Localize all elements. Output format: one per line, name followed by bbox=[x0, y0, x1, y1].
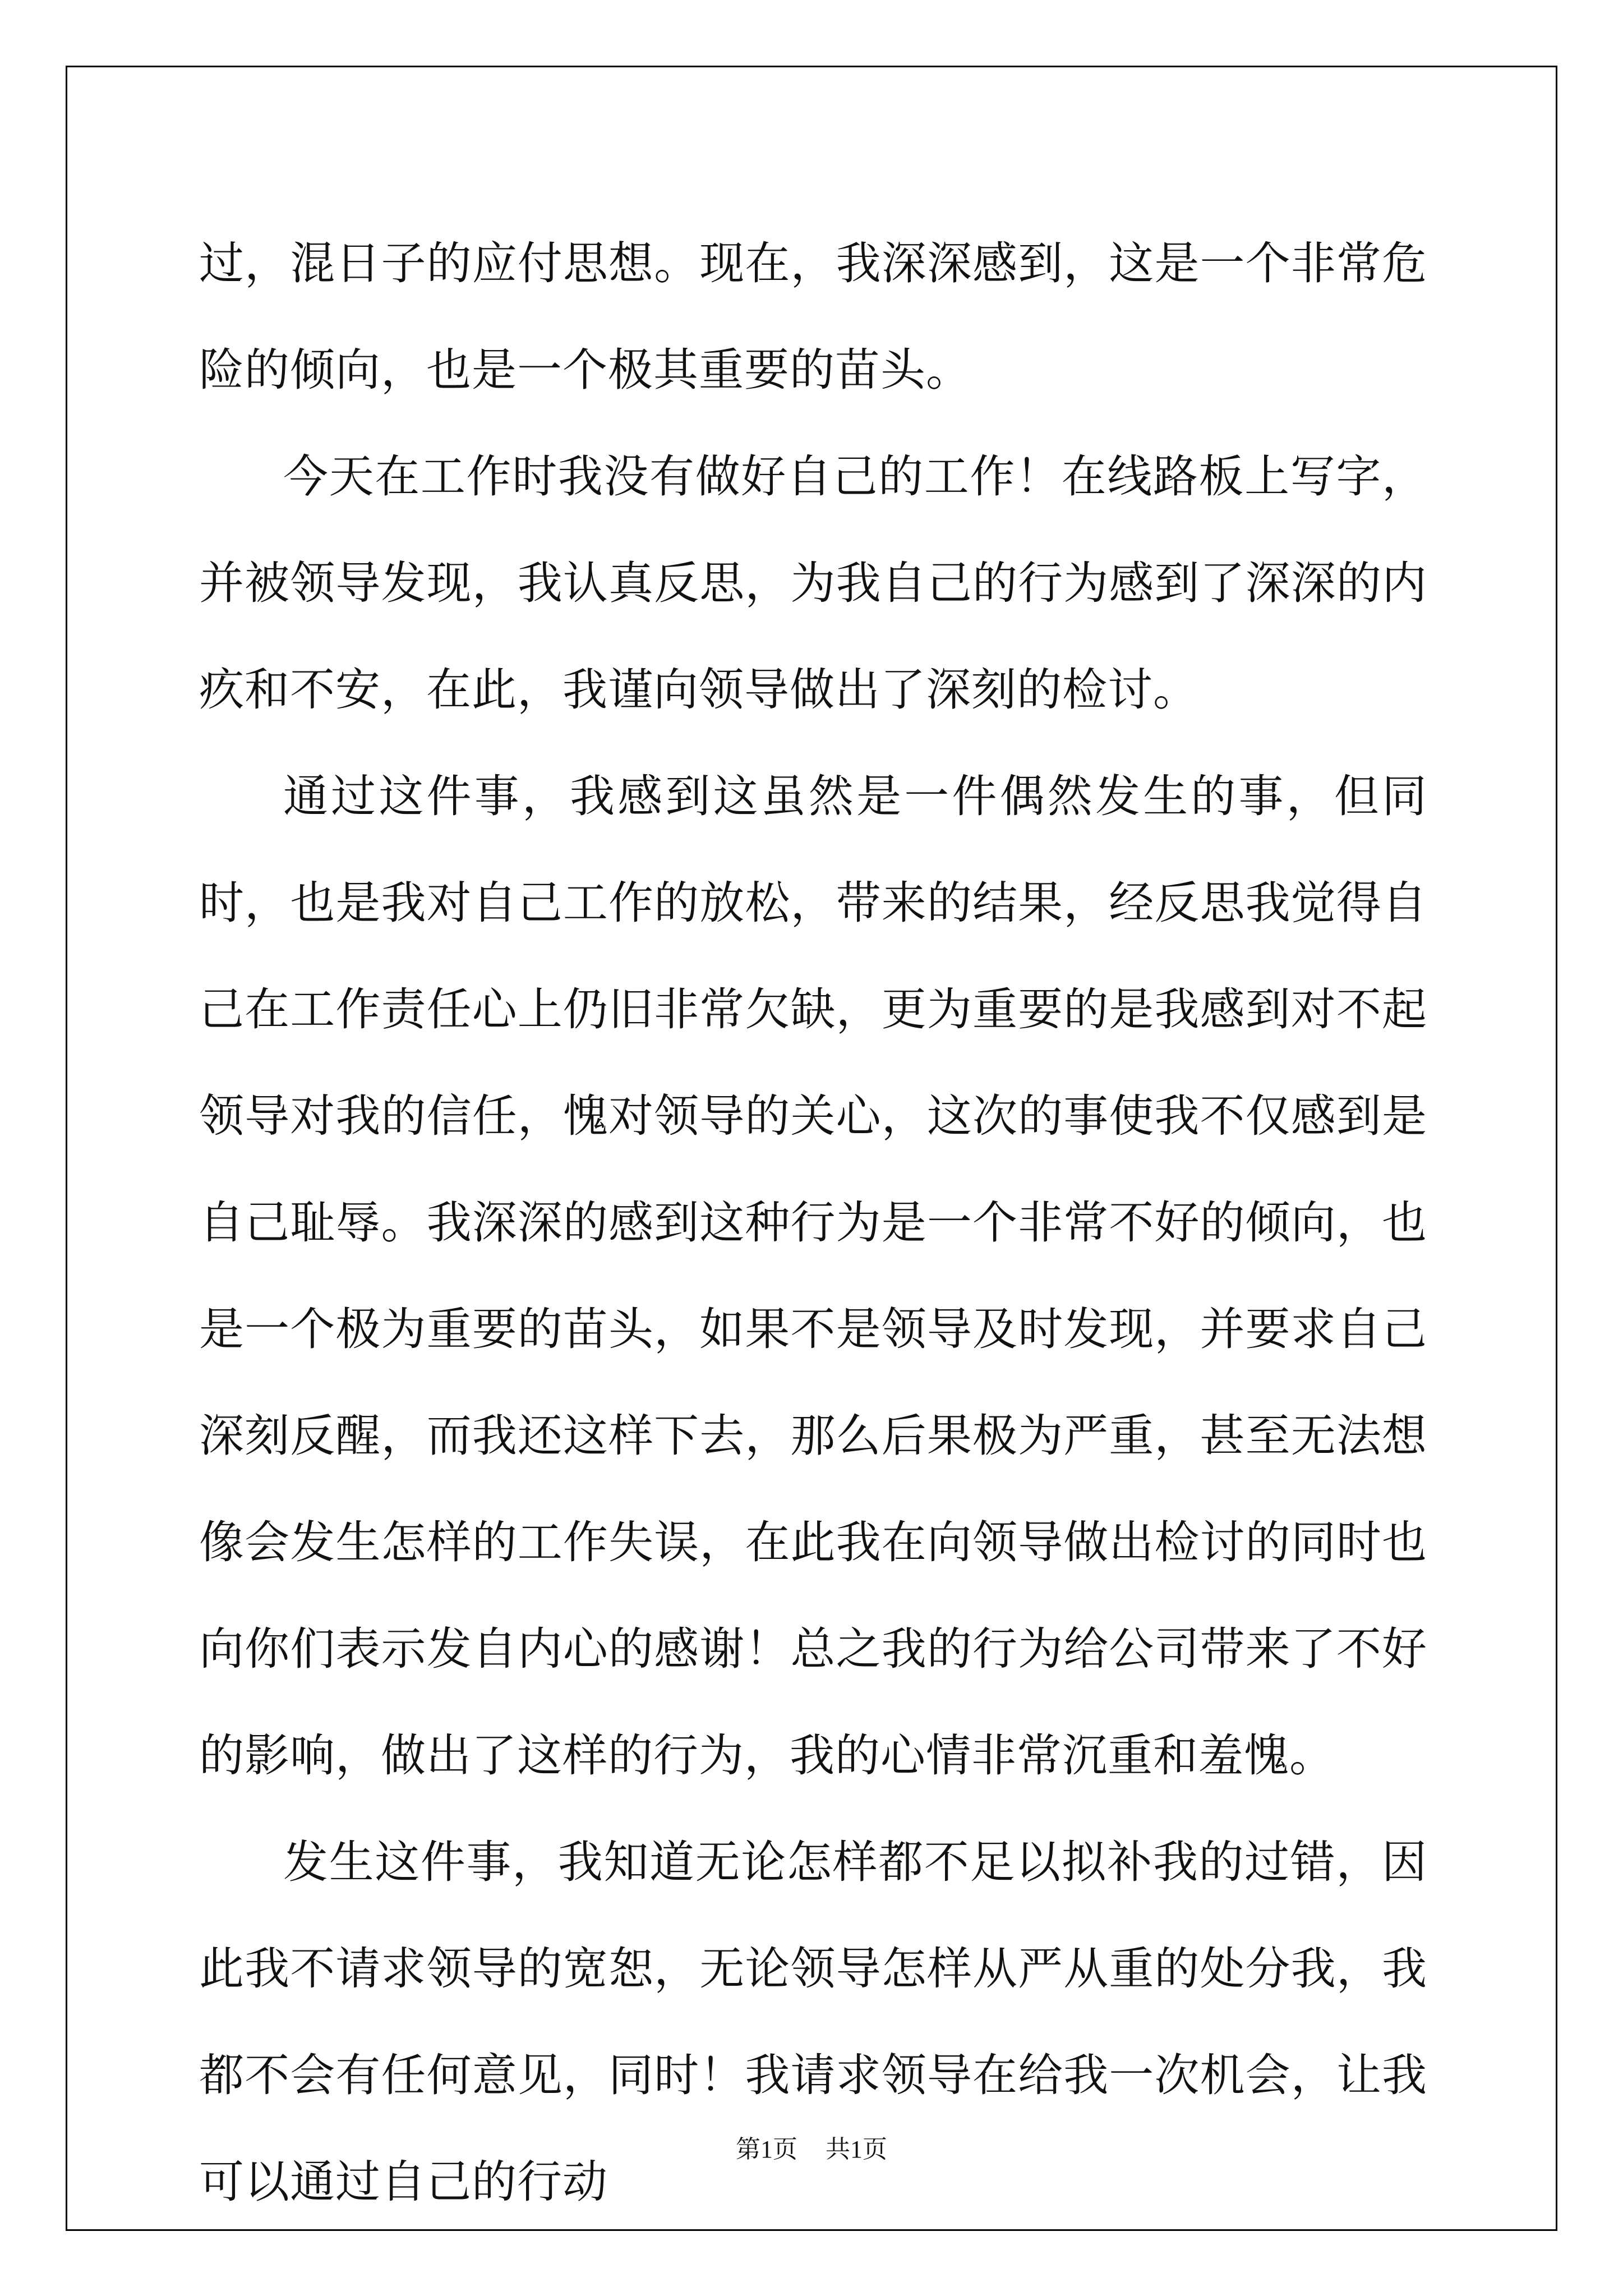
paragraph-3: 通过这件事，我感到这虽然是一件偶然发生的事，但同时，也是我对自己工作的放松，带来的结果，经反思我觉得自己在工作责任心上仍旧非常欠缺，更为重要的是我感到对不起领导对我的信任，愧对领导的关心，这次的事使我不仅感到是自己耻辱。我深深的感到这种行为是一个非常不好的倾向，也是一个极为重要的苗头，如果不是领导及时发现，并要求自己深刻反醒，而我还这样下去，那么后果极为严重，甚至无法想像会发生怎样的工作失误，在此我在向领导做出检讨的同时也向你们表示发自内心的感谢！总之我的行为给公司带来了不好的影响，做出了这样的行为，我的心情非常沉重和羞愧。 bbox=[199, 770, 1427, 1782]
document-body bbox=[199, 210, 1427, 2235]
page-total: 共1页 bbox=[826, 2136, 887, 2163]
page-number: 第1页 bbox=[736, 2136, 797, 2163]
paragraph-1: 过，混日子的应付思想。现在，我深深感到，这是一个非常危险的倾向，也是一个极其重要的苗头。 bbox=[199, 237, 1427, 396]
page-footer bbox=[0, 2129, 1623, 2165]
paragraph-4: 发生这件事，我知道无论怎样都不足以拟补我的过错，因此我不请求领导的宽恕，无论领导怎样从严从重的处分我，我都不会有任何意见，同时！我请求领导在给我一次机会，让我可以通过自己的行动 bbox=[199, 1836, 1427, 2208]
paragraph-2: 今天在工作时我没有做好自己的工作！在线路板上写字，并被领导发现，我认真反思，为我自己的行为感到了深深的内疚和不安，在此，我谨向领导做出了深刻的检讨。 bbox=[199, 450, 1427, 716]
